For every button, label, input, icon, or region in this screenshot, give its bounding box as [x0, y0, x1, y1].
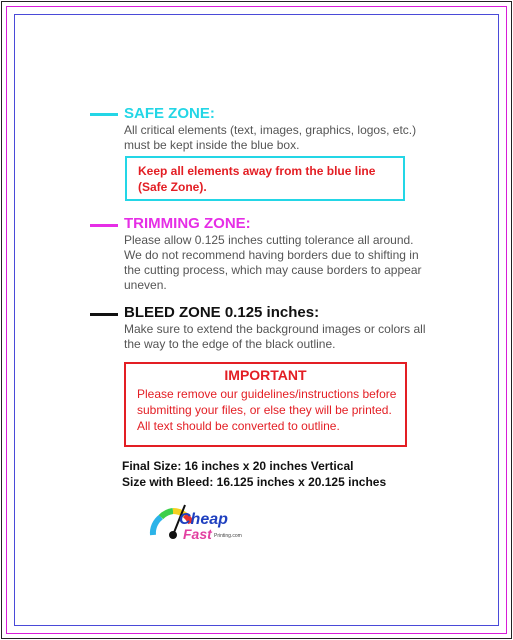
trimming-zone-text: Please allow 0.125 inches cutting tolerance all around. We do not recommend having borders due to shifting in the cutting process, which may cause borders to appear uneven.	[124, 233, 422, 292]
trimming-zone-dash	[90, 224, 118, 227]
trimming-zone-title: TRIMMING ZONE:	[124, 215, 251, 232]
logo-cheap-text: Cheap	[179, 511, 228, 528]
safe-zone-box-text: Keep all elements away from the blue line (Safe Zone).	[138, 164, 376, 194]
safe-zone-dash	[90, 113, 118, 116]
logo-fast-text: Fast	[183, 526, 212, 542]
safe-zone-title: SAFE ZONE:	[124, 105, 215, 122]
safe-zone-box	[125, 156, 405, 201]
final-size-line: Final Size: 16 inches x 20 inches Vertical	[122, 459, 354, 473]
bleed-size-line: Size with Bleed: 16.125 inches x 20.125 inches	[122, 475, 387, 489]
important-title: IMPORTANT	[224, 367, 307, 383]
important-box	[124, 362, 407, 447]
bleed-zone-title: BLEED ZONE 0.125 inches:	[124, 304, 320, 321]
cheap-fast-printing-logo	[147, 497, 257, 547]
safe-zone-text: All critical elements (text, images, graphics, logos, etc.) must be kept inside the blue box.	[124, 123, 417, 152]
bleed-zone-text: Make sure to extend the background images or colors all the way to the edge of the black outline.	[124, 322, 426, 351]
logo-printing-text: Printing.com	[214, 533, 242, 539]
final-size-info	[122, 458, 386, 490]
important-text: Please remove our guidelines/instructions before submitting your files, or else they will be printed. All text should be converted to outline.	[137, 387, 397, 433]
bleed-zone-dash	[90, 313, 118, 316]
